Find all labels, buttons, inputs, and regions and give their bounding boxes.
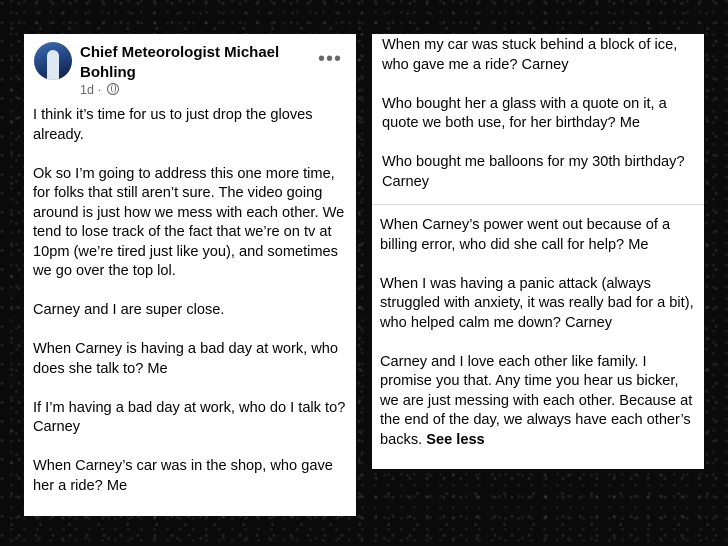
post-paragraph: When Carney’s car was in the shop, who gave her a ride? Me: [33, 458, 333, 494]
post-paragraph: Who bought me balloons for my 30th birthday? Carney: [382, 154, 685, 190]
globe-icon: [107, 83, 119, 95]
post-header: [24, 34, 356, 98]
post-paragraph: I think it’s time for us to just drop the gloves already.: [33, 107, 313, 143]
post-paragraph: Ok so I’m going to address this one more time, for folks that still aren’t sure. The video going around is just how we mess with each other. We tend to lose track of the fact that we’re on tv at 10pm (we’re tired just like you), and sometimes we go over the top lol.: [33, 165, 345, 279]
avatar[interactable]: [34, 42, 72, 80]
closing-text: Carney and I love each other like family. I promise you that. Any time you hear us bicker, we are just messing with each other. Because at the end of the day, we always have each other’s backs.: [380, 353, 693, 448]
post-paragraph: When I was having a panic attack (always struggled with anxiety, it was really bad for a bit), who helped calm me down? Carney: [380, 275, 694, 331]
post-paragraph: When Carney’s power went out because of a billing error, who did she call for help? Me: [380, 217, 671, 253]
post-paragraph: Who bought her a glass with a quote on it, a quote we both use, for her birthday? Me: [382, 95, 667, 131]
post-paragraph: When Carney is having a bad day at work, who does she talk to? Me: [33, 341, 339, 377]
more-icon[interactable]: •••: [317, 48, 342, 70]
see-less-link[interactable]: See less: [426, 431, 485, 448]
post-card-right-bottom: [372, 204, 704, 469]
author-name[interactable]: Chief Meteorologist Michael Bohling: [80, 44, 280, 81]
post-paragraph: When my car was stuck behind a block of ice, who gave me a ride? Carney: [382, 37, 678, 73]
post-paragraph: Carney and I are super close.: [33, 302, 225, 318]
post-card-left: [24, 34, 356, 516]
post-time[interactable]: 1d: [80, 83, 94, 97]
post-paragraph: If I’m having a bad day at work, who do I talk to? Carney: [33, 399, 346, 435]
post-body-right-bottom: [380, 216, 700, 470]
meta-dot: ·: [97, 83, 102, 97]
post-card-right-top: [372, 34, 704, 204]
post-body-right-top: [382, 36, 698, 212]
closing-paragraph: [380, 353, 700, 451]
post-meta: [80, 83, 119, 97]
post-body-left: [33, 106, 351, 516]
